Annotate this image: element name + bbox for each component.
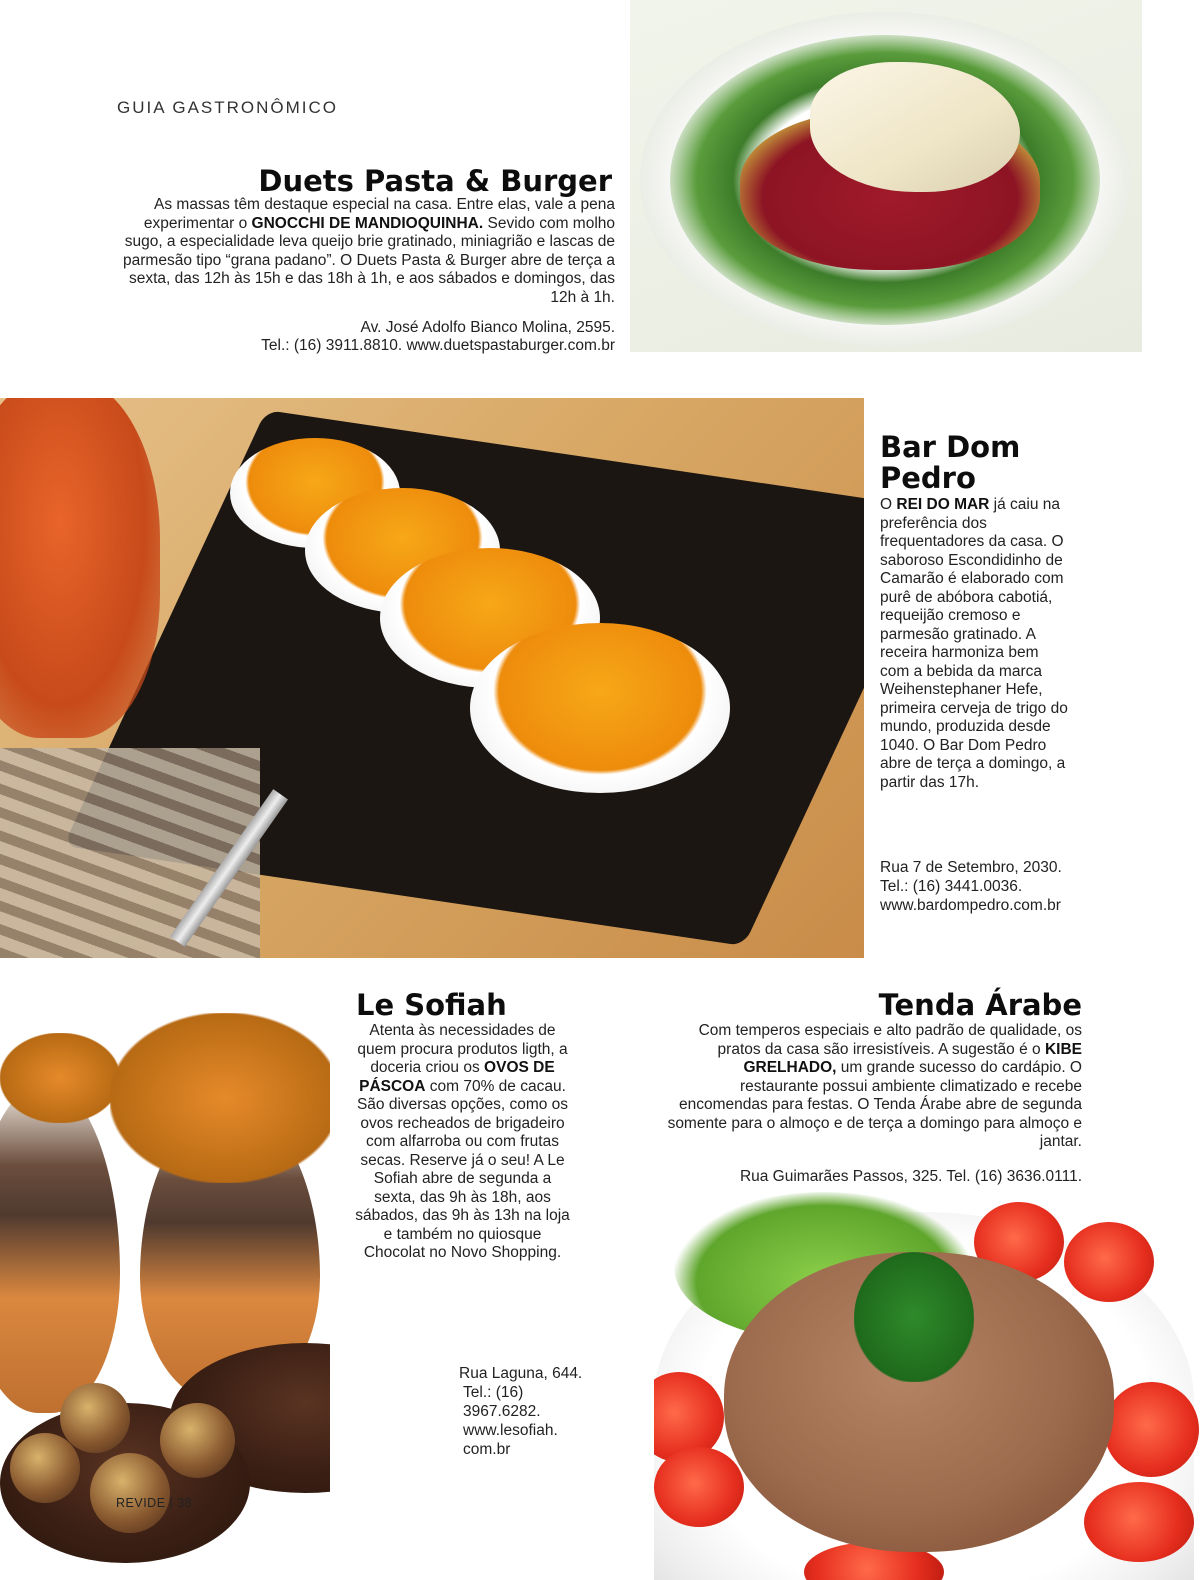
dom-pedro-phone: Tel.: (16) 3441.0036. [880,878,1023,895]
duets-address: Av. José Adolfo Bianco Molina, 2595. [360,319,615,336]
tomato-slice-4 [654,1447,744,1527]
truffle-2 [160,1403,235,1478]
mint-garnish [854,1252,974,1382]
duets-contact: Tel.: (16) 3911.8810. www.duetspastaburger.com.br [261,337,615,354]
tomato-slice-5 [1104,1382,1199,1477]
section-label: GUIA GASTRONÔMICO [117,98,339,117]
dom-pedro-title-line1: Bar Dom [880,430,1021,464]
easter-eggs-photo [0,1003,330,1563]
easter-egg-left [0,1083,120,1413]
le-sofiah-website-line1[interactable]: www.lesofiah. [463,1422,558,1439]
dom-pedro-title-line2: Pedro [880,461,976,495]
cup-4 [470,623,730,793]
gnocchi-photo [630,0,1142,352]
tenda-body-post: um grande sucesso do cardápio. O restaurante possui ambiente climatizado e recebe encomendas para festas. O Tenda Árabe abre de segunda somente para o almoço e de terça a domingo para almoço e jantar. [667,1059,1082,1150]
tomato-slice-2 [1064,1222,1154,1302]
tomato-slice-6 [1084,1482,1194,1562]
tenda-address: Rua Guimarães Passos, 325. Tel. (16) 3636.0111. [739,1168,1082,1185]
duets-body [110,196,615,307]
folio-separator: | [169,1496,174,1510]
napkin [0,748,260,958]
folio-page-number: 38 [177,1496,193,1510]
le-sofiah-address: Rua Laguna, 644. [459,1365,583,1382]
le-sofiah-body-post: com 70% de cacau. São diversas opções, como os ovos recheados de brigadeiro com alfarroba ou com frutas secas. Reserve já o seu! A Le Sofiah abre de segunda a sexta, das 9h às 18h, aos sábados, das 9h às 13h na loja e também no quiosque Chocolat no Novo Shopping. [355,1077,570,1261]
dom-pedro-body-pre: O [880,496,897,513]
le-sofiah-body-pre: Atenta às necessidades de quem procura produtos ligth, a doceria criou os [357,1022,568,1076]
truffle-4 [90,1453,170,1533]
page-folio [116,1496,192,1510]
kibe-photo [654,1192,1200,1580]
tenda-body [662,1022,1082,1152]
ribbon-bow-left [0,1033,120,1123]
le-sofiah-website[interactable] [463,1421,603,1459]
truffle-3 [10,1433,80,1503]
duets-body-pre: As massas têm destaque especial na casa. Entre elas, vale a pena experimentar o [143,196,615,232]
dom-pedro-address: Rua 7 de Setembro, 2030. [880,859,1062,876]
tenda-title: Tenda Árabe [878,988,1082,1022]
le-sofiah-title: Le Sofiah [356,988,507,1022]
dom-pedro-website[interactable]: www.bardompedro.com.br [880,897,1061,914]
le-sofiah-body [355,1022,570,1263]
duets-title: Duets Pasta & Burger [258,164,612,198]
shrimp-escondidinho-photo [0,398,864,958]
tenda-body-pre: Com temperos especiais e alto padrão de qualidade, os pratos da casa são irresistíveis. A sugestão é o [698,1022,1082,1058]
tenda-highlight: KIBE GRELHADO, [743,1040,1082,1076]
le-sofiah-website-line2[interactable]: com.br [463,1441,511,1458]
duets-highlight: GNOCCHI DE MANDIOQUINHA. [251,214,484,232]
dom-pedro-highlight: REI DO MAR [896,496,990,513]
le-sofiah-phone: Tel.: (16) 3967.6282. [463,1384,541,1420]
dom-pedro-body [880,496,1070,792]
dom-pedro-title [880,432,1100,494]
ribbon-bow-right [110,1013,330,1183]
truffle-1 [60,1383,130,1453]
dom-pedro-body-post: já caiu na preferência dos frequentadores da casa. O saboroso Escondidinho de Camarão é elaborado com purê de abóbora cabotiá, requeijão cremoso e parmesão gratinado. A receira harmoniza bem com a bebida da marca Weihenstephaner Hefe, primeira cerveja de trigo do mundo, produzida desde 1040. O Bar Dom Pedro abre de terça a domingo, a partir das 17h. [880,496,1068,791]
beer-glass [0,398,160,738]
le-sofiah-highlight: OVOS DE PÁSCOA [359,1059,555,1095]
duets-body-post: Sevido com molho sugo, a especialidade leva queijo brie gratinado, miniagrião e lascas de parmesão tipo “grana padano”. O Duets Pasta & Burger abre de terça a sexta, das 12h às 15h e das 18h à 1h, e aos sábados e domingos, das 12h à 1h. [123,214,615,306]
folio-publication: REVIDE [116,1496,166,1510]
